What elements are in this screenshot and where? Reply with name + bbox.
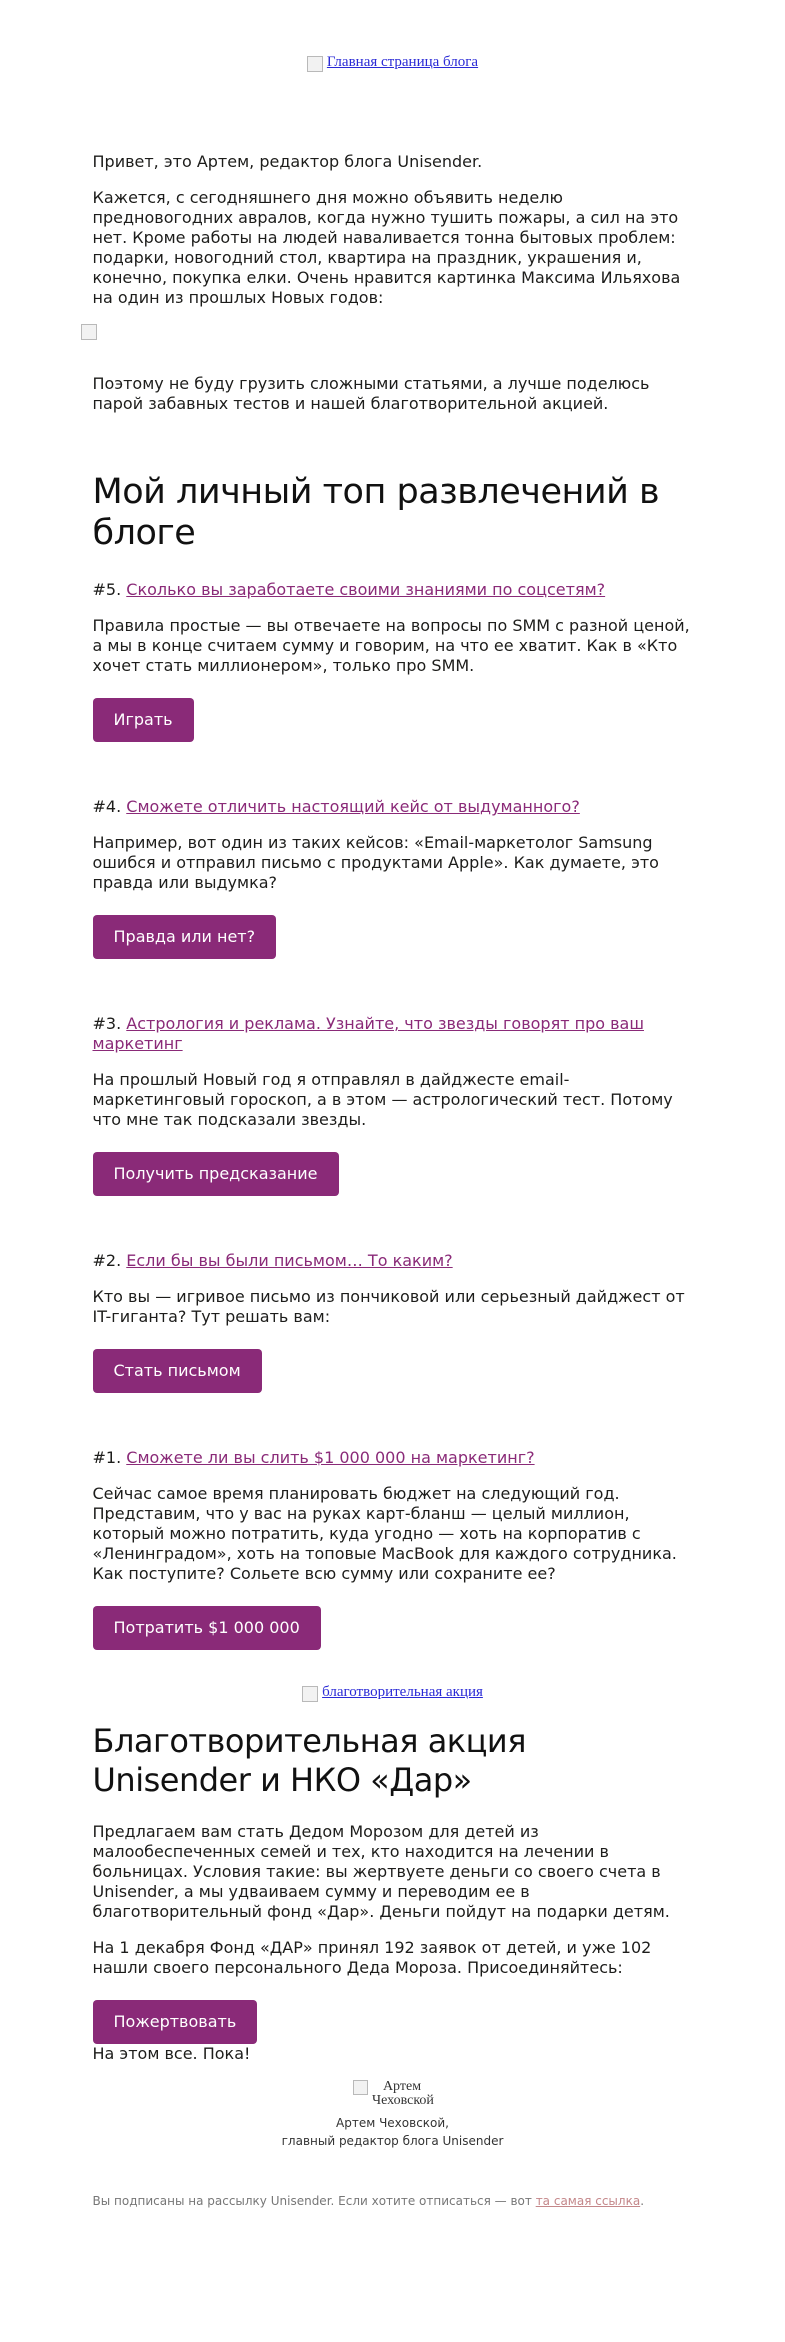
item-link[interactable]: Сможете отличить настоящий кейс от выдуманного? <box>126 797 580 816</box>
broken-image-icon <box>81 324 97 340</box>
top-item-3 <box>93 1014 693 1196</box>
charity-banner-alt: благотворительная акция <box>322 1684 483 1700</box>
top-item-1 <box>93 1448 693 1650</box>
illustration-image <box>81 324 693 344</box>
blog-logo[interactable] <box>93 0 693 104</box>
item-text: Сейчас самое время планировать бюджет на следующий год. Представим, что у вас на руках карт-бланш — целый миллион, который можно потратить, куда угодно — хоть на корпоратив с «Ленинградом», хоть на топовые MacBook для каждого сотрудника. Как поступите? Сольете всю сумму или сохраните ее? <box>92 1484 677 1583</box>
signature <box>93 2080 693 2150</box>
signature-caption <box>93 2114 693 2150</box>
get-prediction-button[interactable]: Получить предсказание <box>93 1152 339 1196</box>
top-item-4 <box>93 797 693 959</box>
item-text: Правила простые — вы отвечаете на вопросы по SMM с разной ценой, а мы в конце считаем сумму и говорим, на что ее хватит. Как в «Кто хочет стать миллионером», только про SMM. <box>92 616 690 675</box>
item-text: Кто вы — игривое письмо из пончиковой или серьезный дайджест от IT-гиганта? Тут решать вам: <box>92 1287 685 1326</box>
play-button[interactable]: Играть <box>93 698 194 742</box>
broken-image-icon <box>302 1686 318 1702</box>
charity-paragraph: Предлагаем вам стать Дедом Морозом для детей из малообеспеченных семей и тех, кто находится на лечении в больницах. Условия такие: вы жертвуете деньги со своего счета в Unisender, а мы удваиваем сумму и переводим ее в благотворительный фонд «Дар». Деньги пойдут на подарки детям. <box>92 1822 670 1921</box>
top-heading: Мой личный топ развлечений в блоге <box>92 472 660 553</box>
charity-banner-image[interactable] <box>302 1684 483 1702</box>
avatar <box>353 2080 432 2108</box>
charity-paragraph-2: На 1 декабря Фонд «ДАР» принял 192 заявок от детей, и уже 102 нашли своего персонального Деда Мороза. Присоединяйтесь: <box>92 1938 652 1977</box>
footer-text: Вы подписаны на рассылку Unisender. Если хотите отписаться — вот <box>92 2194 536 2208</box>
become-letter-button[interactable]: Стать письмом <box>93 1349 262 1393</box>
item-number: #3. <box>92 1014 122 1033</box>
blog-logo-alt: Главная страница блога <box>326 54 479 70</box>
item-number: #1. <box>92 1448 122 1467</box>
avatar-alt: Артем Чеховской <box>372 2079 434 2108</box>
item-text: На прошлый Новый год я отправлял в дайджесте email-маркетинговый гороскоп, а в этом — астрологический тест. Потому что мне так подсказали звезды. <box>92 1070 673 1129</box>
signature-role: главный редактор блога Unisender <box>281 2134 504 2148</box>
footer <box>93 2194 693 2248</box>
item-number: #4. <box>92 797 122 816</box>
broken-image-icon <box>307 56 323 72</box>
spend-million-button[interactable]: Потратить $1 000 000 <box>93 1606 321 1650</box>
truth-or-not-button[interactable]: Правда или нет? <box>93 915 277 959</box>
goodbye-text: На этом все. Пока! <box>92 2044 251 2063</box>
item-number: #5. <box>92 580 122 599</box>
top-item-5 <box>93 580 693 742</box>
item-link[interactable]: Сможете ли вы слить $1 000 000 на маркетинг? <box>126 1448 535 1467</box>
intro-section <box>93 152 693 414</box>
signature-name: Артем Чеховской, <box>336 2116 449 2130</box>
item-link[interactable]: Если бы вы были письмом… То каким? <box>126 1251 453 1270</box>
item-link[interactable]: Астрология и реклама. Узнайте, что звезды говорят про ваш маркетинг <box>92 1014 644 1053</box>
email-body <box>93 0 693 2248</box>
donate-button[interactable]: Пожертвовать <box>93 2000 258 2044</box>
unsubscribe-link[interactable]: та самая ссылка <box>535 2194 641 2208</box>
footer-end: . <box>640 2194 645 2208</box>
top-item-2 <box>93 1251 693 1393</box>
charity-heading: Благотворительная акция Unisender и НКО «Дар» <box>92 1722 526 1799</box>
item-link[interactable]: Сколько вы заработаете своими знаниями по соцсетям? <box>126 580 606 599</box>
item-number: #2. <box>92 1251 122 1270</box>
greeting-text: Привет, это Артем, редактор блога Unisender. <box>92 152 483 171</box>
charity-banner[interactable] <box>93 1684 693 1714</box>
item-text: Например, вот один из таких кейсов: «Email-маркетолог Samsung ошибся и отправил письмо с продуктами Apple». Как думаете, это правда или выдумка? <box>92 833 659 892</box>
blog-logo-image[interactable] <box>307 54 478 72</box>
broken-image-icon <box>353 2080 368 2095</box>
intro-paragraph: Кажется, с сегодняшнего дня можно объявить неделю предновогодних авралов, когда нужно тушить пожары, а сил на это нет. Кроме работы на людей наваливается тонна бытовых проблем: подарки, новогодний стол, квартира на праздник, украшения и, конечно, покупка елки. Очень нравится картинка Максима Ильяхова на один из прошлых Новых годов: <box>92 188 681 307</box>
intro-paragraph-2: Поэтому не буду грузить сложными статьями, а лучше поделюсь парой забавных тестов и нашей благотворительной акцией. <box>92 374 650 413</box>
